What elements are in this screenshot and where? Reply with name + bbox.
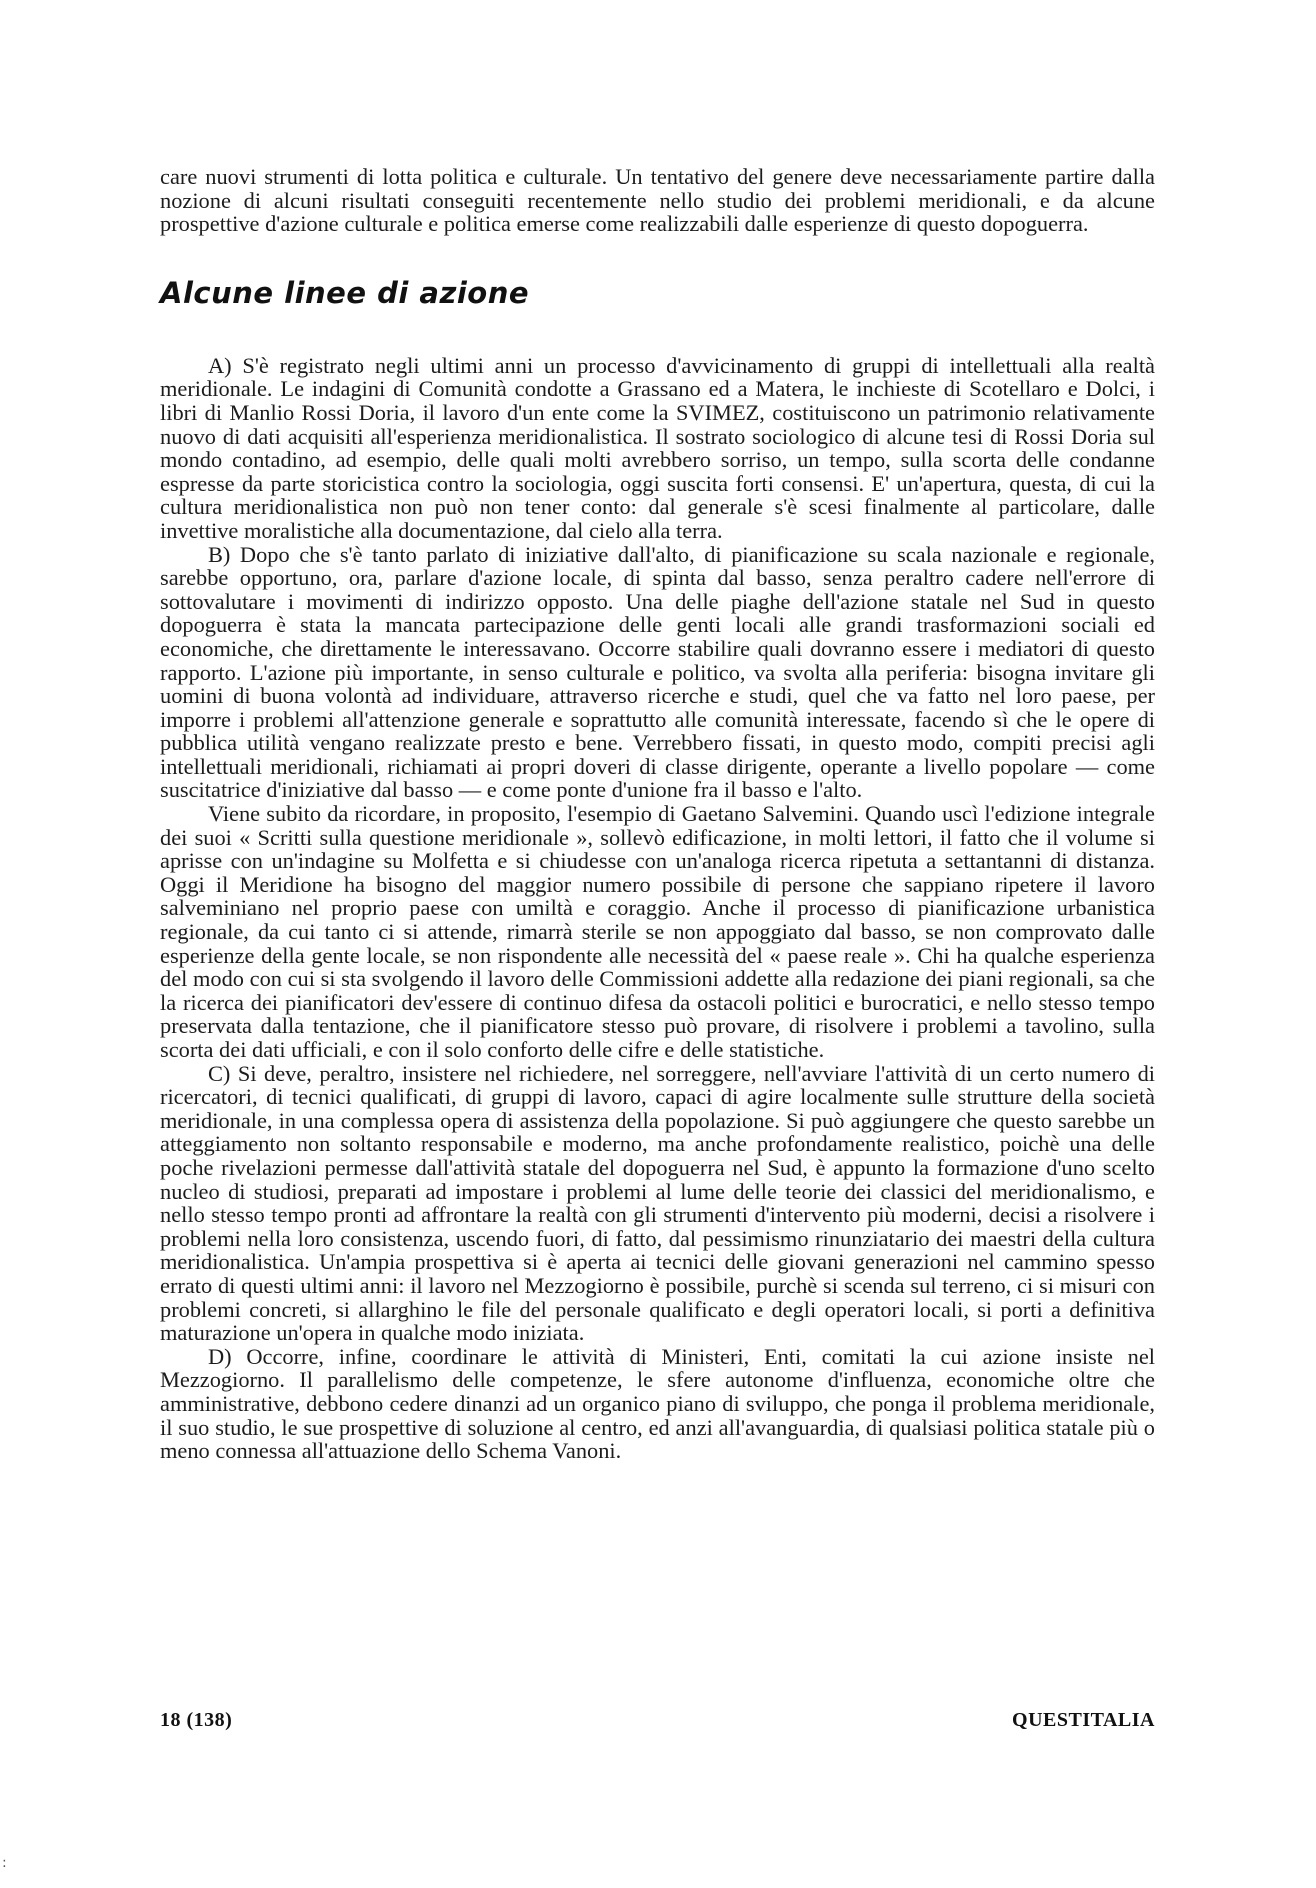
scan-margin-mark: :: [2, 1855, 7, 1871]
section-heading: Alcune linee di azione: [160, 275, 530, 310]
page-content: [160, 165, 1155, 1463]
page-footer: [160, 1709, 1155, 1732]
paragraph-d: D) Occorre, infine, coordinare le attività di Ministeri, Enti, comitati la cui azione insiste nel Mezzogiorno. Il parallelismo delle competenze, le sfere autonome d'influenza, economiche oltre che amministrative, debbono cedere dinanzi ad un organico piano di sviluppo, che ponga il problema meridionale, il suo studio, le sue prospettive di soluzione al centro, ed anzi all'avanguardia, di qualsiasi politica statale più o meno connessa all'attuazione dello Schema Vanoni.: [160, 1343, 1155, 1464]
paragraph-salvemini: Viene subito da ricordare, in proposito, l'esempio di Gaetano Salvemini. Quando uscì l'edizione integrale dei suoi « Scritti sulla questione meridionale », sollevò edificazione, in molti lettori, il fatto che il volume si aprisse con un'indagine su Molfetta e si chiudesse con un'analoga ricerca ripetuta a settantanni di distanza. Oggi il Meridione ha bisogno del maggior numero possibile di persone che sappiano ripetere il lavoro salveminiano nel proprio paese con umiltà e coraggio. Anche il processo di pianificazione urbanistica regionale, da cui tanto ci si attende, rimarrà sterile se non appoggiato dal basso, se non comprovato dalle esperienze della gente locale, se non rispondente alle necessità del « paese reale ». Chi ha qualche esperienza del modo con cui si sta svolgendo il lavoro delle Commissioni addette alla redazione dei piani regionali, sa che la ricerca dei pianificatori dev'essere di continuo difesa da ostacoli politici e burocratici, e nello stesso tempo preservata dalla tentazione, che il pianificatore stesso può provare, di risolvere i problemi a tavolino, sulla scorta dei dati ufficiali, e con il solo conforto delle cifre e delle statistiche.: [160, 801, 1155, 1062]
intro-paragraph: care nuovi strumenti di lotta politica e culturale. Un tentativo del genere deve necessariamente partire dalla nozione di alcuni risultati conseguiti recentemente nello studio dei problemi meridionali, e da alcune prospettive d'azione culturale e politica emerse come realizzabili dalle esperienze di questo dopoguerra.: [160, 164, 1155, 237]
journal-name: QUESTITALIA: [1012, 1709, 1155, 1731]
paragraph-b: B) Dopo che s'è tanto parlato di iniziative dall'alto, di pianificazione su scala nazionale e regionale, sarebbe opportuno, ora, parlare d'azione locale, di spinta dal basso, senza peraltro cadere nell'errore di sottovalutare i movimenti di indirizzo opposto. Una delle piaghe dell'azione statale nel Sud in questo dopoguerra è stata la mancata partecipazione delle genti locali alle grandi trasformazioni sociali ed economiche, che direttamente le interessavano. Occorre stabilire quali dovranno essere i mediatori di questo rapporto. L'azione più importante, in senso culturale e politico, va svolta alla periferia: bisogna invitare gli uomini di buona volontà ad individuare, attraverso ricerche e studi, quel che va fatto nel loro paese, per imporre i problemi all'attenzione generale e soprattutto alle comunità interessate, facendo sì che le opere di pubblica utilità vengano realizzate presto e bene. Verrebbero fissati, in questo modo, compiti precisi agli intellettuali meridionali, richiamati ai propri doveri di classe dirigente, operante a livello popolare — come suscitatrice d'iniziative dal basso — e come ponte d'unione fra il basso e l'alto.: [160, 541, 1155, 803]
paragraph-c: C) Si deve, peraltro, insistere nel richiedere, nel sorreggere, nell'avviare l'attività di un certo numero di ricercatori, di tecnici qualificati, di gruppi di lavoro, capaci di agire localmente sulle strutture della società meridionale, in una complessa opera di assistenza della popolazione. Si può aggiungere che questo sarebbe un atteggiamento non soltanto responsabile e moderno, ma anche profondamente realistico, poichè una delle poche rivelazioni permesse dall'attività statale del dopoguerra nel Sud, è appunto la formazione d'uno scelto nucleo di studiosi, preparati ad impostare i problemi al lume delle teorie dei classici del meridionalismo, e nello stesso tempo pronti ad affrontare la realtà con gli strumenti d'intervento più moderni, decisi a risolvere i problemi nella loro consistenza, uscendo fuori, di fatto, dal pessimismo rinunziatario dei maestri della cultura meridionalistica. Un'ampia prospettiva si è aperta ai tecnici delle giovani generazioni nel cammino spesso errato di questi ultimi anni: il lavoro nel Mezzogiorno è possibile, purchè si scenda sul terreno, ci si misuri con problemi concreti, si allarghino le file del personale qualificato e degli operatori locali, si porti a definitiva maturazione un'opera in qualche modo iniziata.: [160, 1060, 1155, 1346]
section-body: [160, 354, 1155, 1463]
page-number: 18 (138): [160, 1709, 233, 1731]
paragraph-a: A) S'è registrato negli ultimi anni un processo d'avvicinamento di gruppi di intellettuali alla realtà meridionale. Le indagini di Comunità condotte a Grassano ed a Matera, le inchieste di Scotellaro e Dolci, i libri di Manlio Rossi Doria, il lavoro d'un ente come la SVIMEZ, costituiscono un patrimonio relativamente nuovo di dati acquisiti all'esperienza meridionalistica. Il sostrato sociologico di alcune tesi di Rossi Doria sul mondo contadino, ad esempio, delle quali molti avrebbero sorriso, un tempo, sulla scorta delle condanne espresse da parte storicistica contro la sociologia, oggi suscita forti consensi. E' un'apertura, questa, di cui la cultura meridionalistica non può non tener conto: dal generale s'è scesi finalmente al particolare, dalle invettive moralistiche alla documentazione, dal cielo alla terra.: [160, 352, 1155, 543]
